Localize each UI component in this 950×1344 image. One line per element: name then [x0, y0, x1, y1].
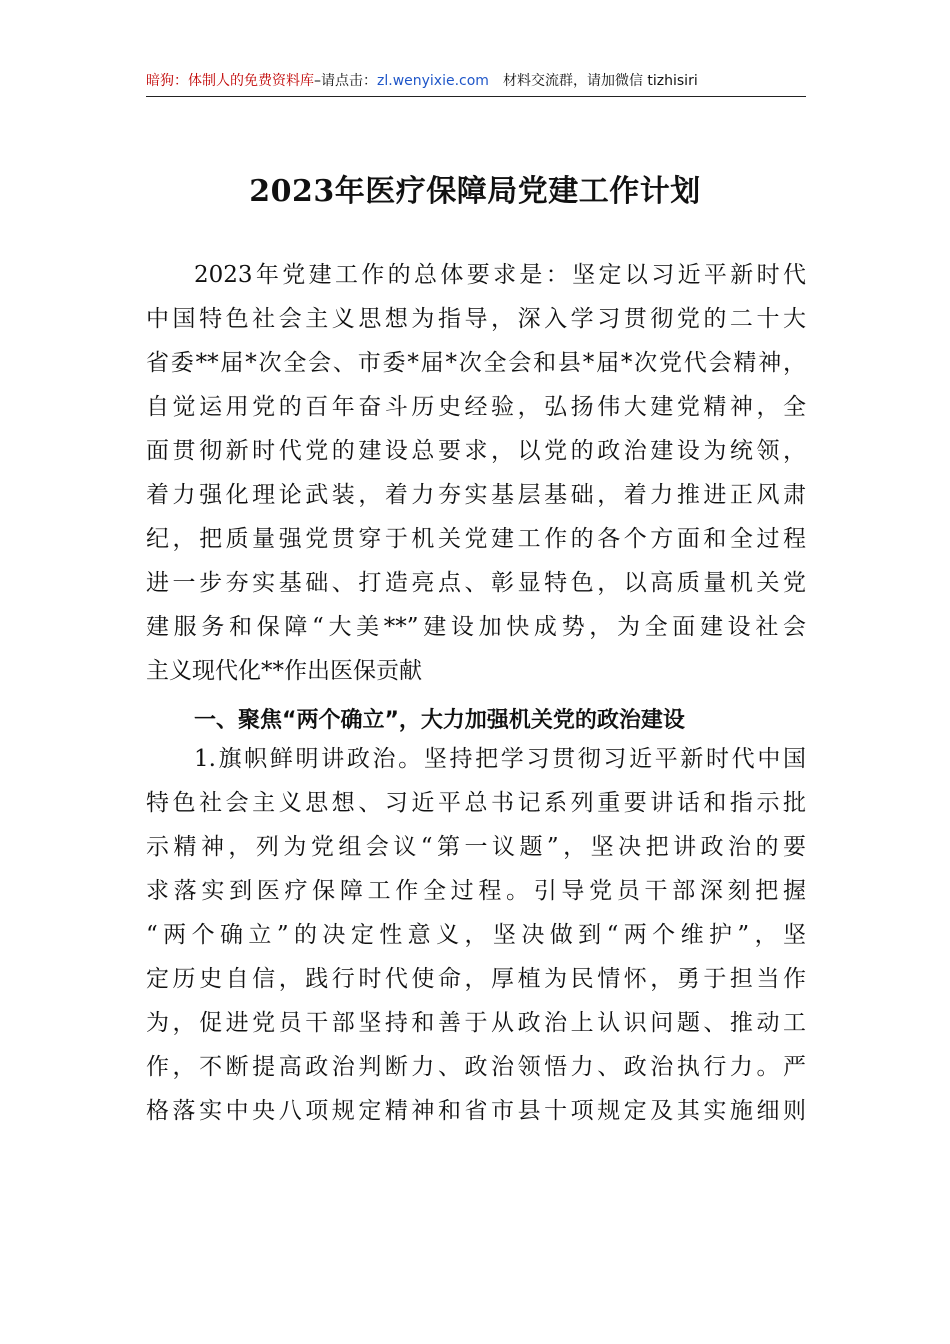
paragraph-line: 1.旗帜鲜明讲政治。坚持把学习贯彻习近平新时代中国 — [194, 746, 806, 772]
section-heading: 一、聚焦“两个确立”，大力加强机关党的政治建设 — [194, 708, 685, 733]
paragraph-line: 作，不断提高政治判断力、政治领悟力、政治执行力。严 — [146, 1054, 806, 1080]
header-url-link[interactable]: zl.wenyixie.com — [377, 73, 489, 89]
paragraph-line: 面贯彻新时代党的建设总要求，以党的政治建设为统领， — [146, 438, 806, 464]
header-divider — [146, 96, 806, 97]
paragraph-line: 进一步夯实基础、打造亮点、彰显特色，以高质量机关党 — [146, 570, 806, 596]
paragraph-line: 特色社会主义思想、习近平总书记系列重要讲话和指示批 — [146, 790, 806, 816]
paragraph-line: 为，促进党员干部坚持和善于从政治上认识问题、推动工 — [146, 1010, 806, 1036]
page-header — [146, 68, 806, 96]
paragraph-line: 建服务和保障“大美**”建设加快成势，为全面建设社会 — [146, 614, 806, 640]
header-group-note: 材料交流群，请加微信 tizhisiri — [502, 73, 698, 89]
paragraph-line: 省委**届*次全会、市委*届*次全会和县*届*次党代会精神， — [146, 350, 806, 376]
paragraph-line: 自觉运用党的百年奋斗历史经验，弘扬伟大建党精神，全 — [146, 394, 806, 420]
paragraph-line: 中国特色社会主义思想为指导，深入学习贯彻党的二十大 — [146, 306, 806, 332]
header-brand: 暗狗：体制人的免费资料库 — [146, 73, 314, 89]
paragraph-line: 主义现代化**作出医保贡献 — [146, 658, 422, 684]
paragraph-line: 纪，把质量强党贯穿于机关党建工作的各个方面和全过程 — [146, 526, 806, 552]
header-prompt: –请点击： — [314, 73, 377, 89]
document-title: 2023年医疗保障局党建工作计划 — [249, 174, 701, 209]
paragraph-line: 格落实中央八项规定精神和省市县十项规定及其实施细则 — [146, 1098, 806, 1124]
paragraph-line: 求落实到医疗保障工作全过程。引导党员干部深刻把握 — [146, 878, 806, 904]
paragraph-line: 着力强化理论武装，着力夯实基层基础，着力推进正风肃 — [146, 482, 806, 508]
paragraph-line: 2023年党建工作的总体要求是：坚定以习近平新时代 — [194, 262, 806, 288]
paragraph-line: “两个确立”的决定性意义，坚决做到“两个维护”，坚 — [146, 922, 806, 948]
paragraph-line: 示精神，列为党组会议“第一议题”，坚决把讲政治的要 — [146, 834, 806, 860]
paragraph-line: 定历史自信，践行时代使命，厚植为民情怀，勇于担当作 — [146, 966, 806, 992]
